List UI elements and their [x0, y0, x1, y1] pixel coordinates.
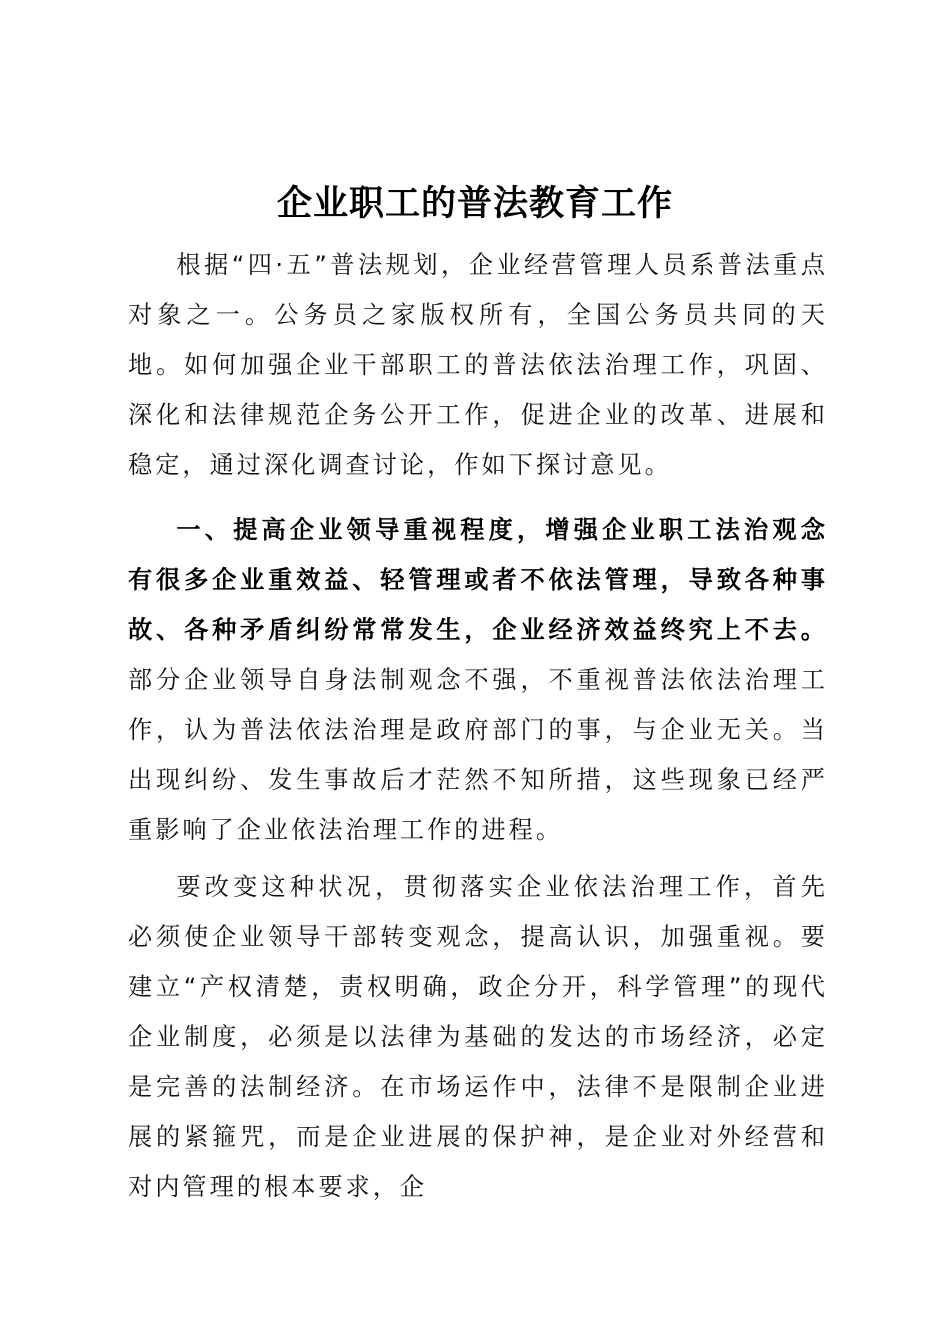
paragraph-1 [128, 240, 828, 490]
paragraph-3 [128, 862, 828, 1212]
document-title: 企业职工的普法教育工作 [276, 183, 673, 224]
section-heading: 一、提高企业领导重视程度，增强企业职工法治观念有很多企业重效益、轻管理或者不依法管理，导致各种事故、各种矛盾纠纷常常发生，企业经济效益终究上不去。 [128, 516, 828, 644]
paragraph-2 [128, 505, 828, 855]
paragraph-2-text: 部分企业领导自身法制观念不强，不重视普法依法治理工作，认为普法依法治理是政府部门的事，与企业无关。当出现纠纷、发生事故后才茫然不知所措，这些现象已经严重影响了企业依法治理工作的进程。 [128, 666, 828, 844]
paragraph-3-text: 要改变这种状况，贯彻落实企业依法治理工作，首先必须使企业领导干部转变观念，提高认识，加强重视。要建立“产权清楚，责权明确，政企分开，科学管理”的现代企业制度，必须是以法律为基础的发达的市场经济，必定是完善的法制经济。在市场运作中，法律不是限制企业进展的紧箍咒，而是企业进展的保护神，是企业对外经营和对内管理的根本要求，企 [128, 873, 828, 1201]
paragraph-1-text: 根据“四·五”普法规划，企业经营管理人员系普法重点对象之一。公务员之家版权所有，全国公务员共同的天地。如何加强企业干部职工的普法依法治理工作，巩固、深化和法律规范企务公开工作，促进企业的改革、进展和稳定，通过深化调查讨论，作如下探讨意见。 [128, 251, 828, 479]
